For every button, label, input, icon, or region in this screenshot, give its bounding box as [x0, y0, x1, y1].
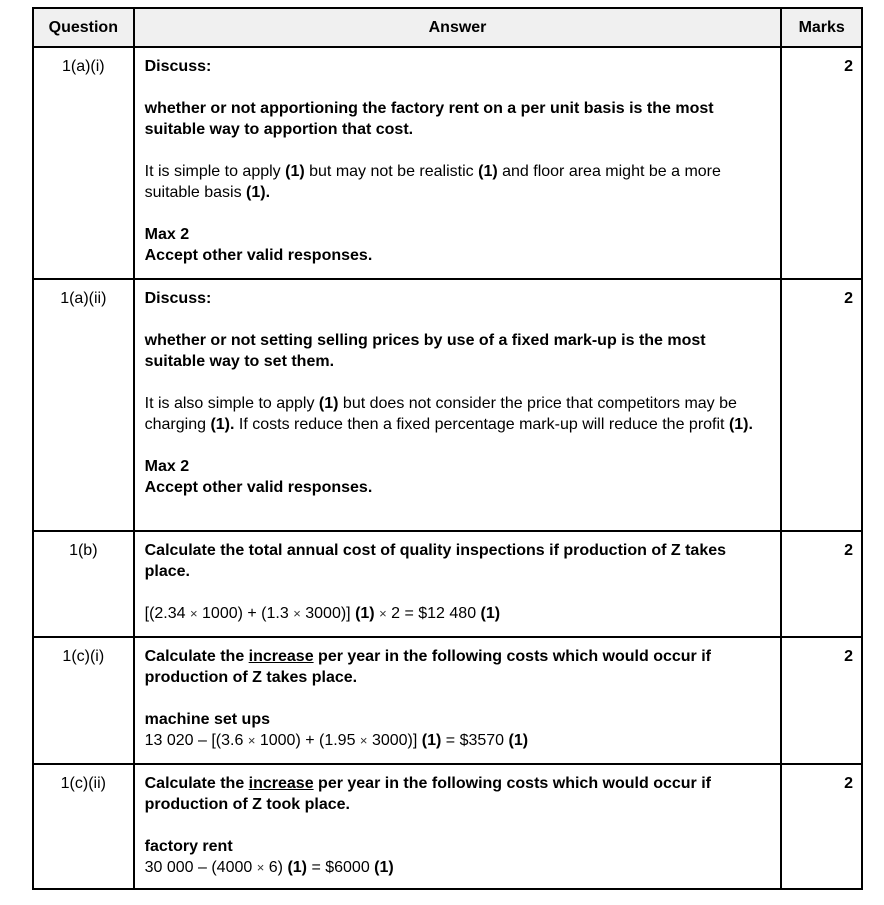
answer-paragraph	[145, 709, 771, 751]
answer-text: Accept other valid responses.	[144, 479, 373, 496]
answer-text: Calculate the	[144, 648, 249, 665]
answer-text: It is also simple to apply	[144, 395, 319, 412]
answer-text: (1)	[374, 859, 394, 876]
marks-header: Marks	[781, 8, 862, 47]
answer-text: 3000)]	[300, 605, 356, 622]
question-number: 1(a)(ii)	[33, 279, 134, 531]
answer-text: factory rent	[144, 838, 233, 855]
answer-text: whether or not apportioning the factory rent on a per unit basis is the most suitable way to apportion that cost.	[144, 100, 714, 138]
answer-cell	[134, 47, 782, 279]
answer-text: Calculate the total annual cost of quality inspections if production of Z takes place.	[144, 542, 727, 580]
answer-text: [(2.34	[144, 605, 190, 622]
multiply-sign: ×	[293, 606, 301, 621]
answer-text: 2 = $12 480	[386, 605, 481, 622]
answer-text: Discuss:	[144, 58, 212, 75]
answer-text: = $6000	[307, 859, 375, 876]
header-row	[33, 8, 862, 47]
multiply-sign: ×	[247, 733, 256, 748]
table-row	[33, 637, 862, 764]
marks-value: 2	[781, 531, 862, 637]
answer-text: Accept other valid responses.	[144, 247, 373, 264]
answer-text: increase	[248, 648, 314, 665]
answer-text: (1)	[421, 732, 442, 749]
answer-text: (1)	[478, 163, 498, 180]
answer-paragraph	[145, 773, 771, 815]
multiply-sign: ×	[189, 606, 198, 621]
answer-cell	[134, 531, 782, 637]
marks-value: 2	[781, 279, 862, 531]
multiply-sign: ×	[379, 606, 387, 621]
answer-paragraph	[145, 161, 771, 203]
answer-text: 1000) + (1.3	[197, 605, 294, 622]
answer-header: Answer	[134, 8, 782, 47]
answer-text: = $3570	[441, 732, 509, 749]
table-row	[33, 764, 862, 889]
answer-cell	[134, 279, 782, 531]
answer-text: If costs reduce then a fixed percentage mark-up will reduce the profit	[234, 416, 729, 433]
answer-text: (1).	[728, 416, 753, 433]
answer-cell	[134, 764, 782, 889]
answer-text: It is simple to apply	[144, 163, 286, 180]
table-row	[33, 279, 862, 531]
answer-paragraph	[145, 56, 771, 77]
answer-text: (1)	[480, 605, 501, 622]
table-row	[33, 531, 862, 637]
answer-text: Max 2	[144, 458, 190, 475]
answer-text: (1)	[287, 859, 307, 876]
question-number: 1(c)(i)	[33, 637, 134, 764]
multiply-sign: ×	[256, 860, 265, 875]
answer-text: whether or not setting selling prices by use of a fixed mark-up is the most suitable way to set them.	[144, 332, 706, 370]
answer-paragraph	[145, 288, 771, 309]
answer-text: but may not be realistic	[304, 163, 479, 180]
answer-text: 3000)]	[367, 732, 422, 749]
multiply-sign: ×	[359, 733, 368, 748]
answer-text: (1).	[210, 416, 235, 433]
answer-text: (1)	[285, 163, 305, 180]
answer-cell	[134, 637, 782, 764]
answer-paragraph	[145, 393, 771, 435]
mark-scheme-table	[32, 7, 863, 890]
answer-text: Discuss:	[144, 290, 212, 307]
marks-value: 2	[781, 764, 862, 889]
answer-text: machine set ups	[144, 711, 270, 728]
answer-text: 30 000 – (4000	[144, 859, 257, 876]
answer-text: 1000) + (1.95	[255, 732, 360, 749]
answer-text: (1)	[318, 395, 339, 412]
answer-paragraph	[145, 836, 771, 878]
question-number: 1(a)(i)	[33, 47, 134, 279]
answer-text: but does not consider the price that competitors may be charging	[144, 395, 737, 433]
answer-paragraph	[145, 98, 771, 140]
answer-text: (1)	[355, 605, 375, 622]
answer-text: (1).	[246, 184, 271, 201]
answer-text: 13 020 – [(3.6	[144, 732, 248, 749]
marks-value: 2	[781, 637, 862, 764]
answer-paragraph	[145, 224, 771, 266]
answer-paragraph	[145, 540, 771, 582]
answer-paragraph	[145, 603, 771, 624]
answer-text: per year in the following costs which would occur if production of Z took place.	[144, 775, 711, 813]
answer-text: Max 2	[144, 226, 190, 243]
answer-text: increase	[248, 775, 314, 792]
answer-text: Calculate the	[144, 775, 249, 792]
question-number: 1(b)	[33, 531, 134, 637]
answer-paragraph	[145, 456, 771, 498]
answer-paragraph	[145, 646, 771, 688]
answer-text: and floor area might be a more suitable basis	[144, 163, 721, 201]
table-row	[33, 47, 862, 279]
question-number: 1(c)(ii)	[33, 764, 134, 889]
marks-value: 2	[781, 47, 862, 279]
answer-text: per year in the following costs which would occur if production of Z takes place.	[144, 648, 711, 686]
answer-text: (1)	[508, 732, 529, 749]
answer-text: 6)	[264, 859, 288, 876]
answer-paragraph	[145, 330, 771, 372]
question-header: Question	[33, 8, 134, 47]
